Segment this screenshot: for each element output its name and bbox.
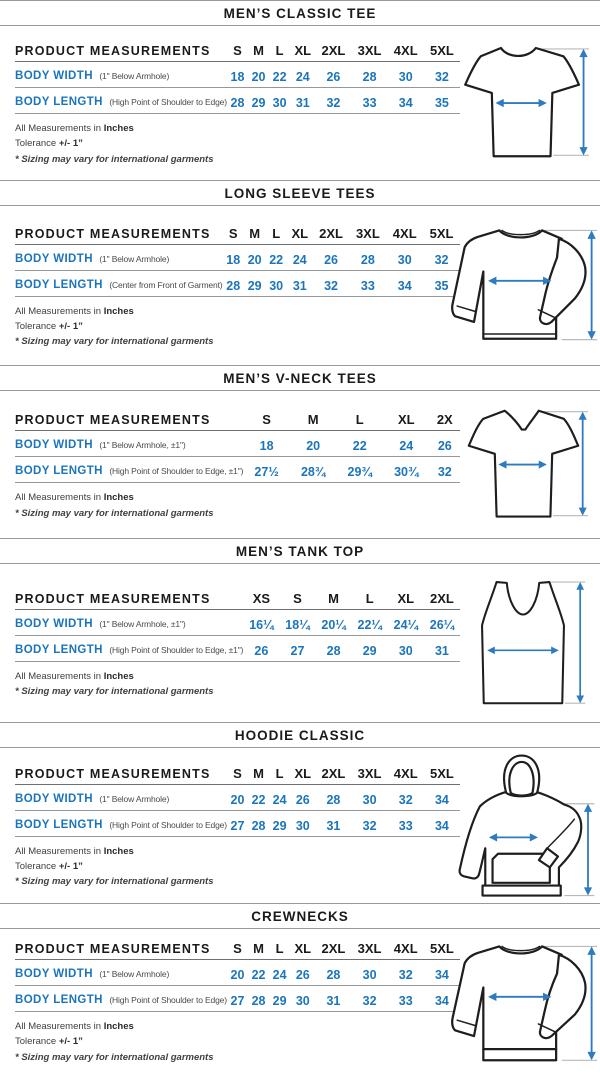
measurements-unit-note [15,304,463,319]
crewneck-graphic [446,931,600,1072]
garment-outline [482,582,564,703]
measurement-name: BODY WIDTH [15,792,93,805]
measurement-value: 28 [227,88,248,114]
table-footnotes [15,304,463,350]
longsleeve-graphic [446,215,600,356]
measurement-label [15,431,243,457]
size-column-header: L [269,937,290,960]
measurement-value: 28¾ [290,457,337,483]
section-content [0,564,600,722]
measurement-value: 29 [269,986,290,1012]
length-arrow [587,230,595,339]
measurements-unit-note [15,490,463,505]
measurement-row [15,88,460,114]
sizing-variance-note: * Sizing may vary for international garments [15,507,214,519]
measurement-note: (Center from Front of Garment) [109,279,223,290]
measurement-value: 27 [279,635,315,661]
measurements-unit-note [15,121,463,136]
measurement-name: BODY LENGTH [15,96,103,109]
measurement-value: 24 [383,431,430,457]
measurement-name: BODY WIDTH [15,70,93,83]
measurement-value: 31 [287,270,313,296]
sizing-variance-note: * Sizing may vary for international garments [15,1051,214,1063]
table-header-label: PRODUCT MEASUREMENTS [15,587,243,610]
tolerance-note [15,136,463,151]
measurement-value: 26 [313,244,350,270]
measurement-value: 18 [243,431,290,457]
measurement-value: 20 [227,784,248,810]
measurement-note: (1" Below Armhole) [99,71,170,82]
size-column-header: 3XL [352,762,388,785]
measurement-value: 34 [388,88,424,114]
measurement-value: 32 [315,88,351,114]
size-column-header: 3XL [349,222,386,245]
measurement-label [15,88,227,114]
measurement-label [15,635,243,661]
measurement-value: 24 [290,62,315,88]
measurement-note: (1" Below Armhole, ±1") [99,440,186,451]
measurement-value: 26 [290,784,315,810]
measurement-value: 33 [349,270,386,296]
collar-line [502,230,539,234]
section-content [0,748,600,903]
measurement-value: 26 [430,431,460,457]
measurement-value: 28 [248,810,269,836]
measurement-value: 28 [222,270,243,296]
note-text: Tolerance [15,1036,57,1048]
measurement-note: (1" Below Armhole) [99,253,170,264]
section-content [0,26,600,180]
section-title-bar [0,903,600,929]
measurement-row [15,635,460,661]
size-chart-section [0,365,600,538]
sizing-variance-note: * Sizing may vary for international garments [15,153,214,165]
size-column-header: 2XL [313,222,350,245]
size-column-header: S [243,408,290,431]
size-chart-section [0,180,600,365]
measurement-value: 32 [388,784,424,810]
size-column-header: M [290,408,337,431]
note-text: Tolerance [15,320,57,332]
measurements-table [15,222,460,297]
size-column-header: 5XL [424,937,460,960]
measurement-value: 32 [313,270,350,296]
table-header-row [15,408,460,431]
table-area [15,391,463,538]
measurement-label [15,62,227,88]
measurement-name: BODY WIDTH [15,439,93,452]
vneck-graphic [456,400,591,530]
table-header-label: PRODUCT MEASUREMENTS [15,222,222,245]
size-column-header: 4XL [386,222,423,245]
measurement-value: 29 [248,88,269,114]
table-header-row [15,937,460,960]
size-column-header: 5XL [423,222,460,245]
measurement-value: 35 [423,270,460,296]
table-footnotes [15,490,463,520]
length-arrow [578,411,586,515]
measurement-value: 28 [316,635,352,661]
size-column-header: 4XL [388,762,424,785]
note-bold-text: Inches [103,670,134,682]
measurement-note: (High Point of Shoulder to Edge) [109,819,227,830]
section-title-bar [0,0,600,26]
measurement-value: 30 [352,960,388,986]
measurement-value: 30 [290,986,315,1012]
measurement-value: 30 [388,635,424,661]
measurement-value: 27 [227,810,248,836]
measurement-note: (1" Below Armhole) [99,969,170,980]
measurement-label [15,609,243,635]
hoodie-illustration [446,751,600,900]
measurement-value: 24 [269,960,290,986]
measurement-value: 24 [269,784,290,810]
measurement-value: 22 [336,431,383,457]
length-arrow [576,582,584,703]
note-bold-text: Inches [103,845,134,857]
measurement-value: 26 [315,62,351,88]
section-title: MEN’S TANK TOP [235,544,365,559]
size-column-header: M [248,762,269,785]
measurement-note: (High Point of Shoulder to Edge) [109,995,227,1006]
measurement-label [15,784,227,810]
measurement-name: BODY WIDTH [15,968,93,981]
measurements-unit-note [15,1019,463,1034]
size-column-header: L [352,587,388,610]
size-column-header: XL [290,39,315,62]
note-bold-text: +/- 1” [58,860,83,872]
length-arrow [579,48,587,154]
measurement-value: 30 [265,270,286,296]
size-column-header: M [248,39,269,62]
measurement-value: 32 [423,244,460,270]
table-footnotes [15,669,463,699]
note-text: All Measurements in [15,845,102,857]
size-column-header: 3XL [352,39,388,62]
size-column-header: L [269,39,290,62]
measurement-value: 33 [388,810,424,836]
tshirt-graphic [454,37,592,170]
measurement-value: 34 [424,784,460,810]
tank-graphic [459,575,587,712]
measurement-value: 33 [388,986,424,1012]
measurement-value: 32 [352,986,388,1012]
size-chart-section [0,0,600,180]
tank-illustration [446,567,600,719]
measurement-label [15,270,222,296]
measurement-value: 18 [222,244,243,270]
measurement-row [15,244,460,270]
section-title: CREWNECKS [251,909,349,924]
measurements-unit-note [15,844,463,859]
measurement-value: 31 [315,986,351,1012]
measurement-value: 22¼ [352,609,388,635]
measurement-value: 20 [244,244,265,270]
measurement-value: 32 [430,457,460,483]
measurement-label [15,810,227,836]
measurement-value: 29 [244,270,265,296]
measurement-value: 28 [315,960,351,986]
measurement-note: (1" Below Armhole) [99,793,170,804]
size-column-header: 4XL [388,39,424,62]
measurement-value: 28 [349,244,386,270]
size-column-header: M [316,587,352,610]
measurement-value: 26 [290,960,315,986]
measurement-note: (High Point of Shoulder to Edge, ±1") [109,644,244,655]
section-title-bar [0,722,600,748]
note-bold-text: +/- 1” [58,1036,83,1048]
size-column-header: XL [290,937,315,960]
length-arrow [587,946,595,1060]
size-column-header: S [227,762,248,785]
note-bold-text: Inches [103,1021,134,1033]
sizing-variance-note: * Sizing may vary for international garments [15,876,214,888]
section-content [0,929,600,1073]
size-column-header: XL [290,762,315,785]
measurement-name: BODY WIDTH [15,252,93,265]
crewneck-illustration [446,932,600,1070]
section-title-bar [0,180,600,206]
size-column-header: 5XL [424,762,460,785]
measurement-value: 32 [424,62,460,88]
size-column-header: 4XL [388,937,424,960]
measurement-note: (1" Below Armhole, ±1") [99,618,186,629]
measurement-row [15,609,460,635]
table-header-row [15,587,460,610]
size-column-header: L [269,762,290,785]
table-header-row [15,762,460,785]
table-header-row [15,39,460,62]
size-column-header: S [279,587,315,610]
size-column-header: XL [383,408,430,431]
size-column-header: 2XL [424,587,460,610]
tolerance-note [15,1034,463,1049]
measurement-value: 20 [227,960,248,986]
measurement-name: BODY LENGTH [15,994,103,1007]
size-column-header: 2XL [315,39,351,62]
measurement-value: 27 [227,986,248,1012]
measurement-value: 20 [248,62,269,88]
measurement-name: BODY LENGTH [15,643,103,656]
size-column-header: 2XL [315,762,351,785]
measurement-value: 32 [352,810,388,836]
measurement-name: BODY LENGTH [15,278,103,291]
size-column-header: S [227,39,248,62]
table-header-label: PRODUCT MEASUREMENTS [15,762,227,785]
measurement-value: 32 [388,960,424,986]
note-bold-text: Inches [103,123,134,135]
measurement-value: 26 [243,635,279,661]
hem-band [483,885,561,895]
measurement-label [15,457,243,483]
measurement-note: (High Point of Shoulder to Edge, ±1") [109,466,244,477]
size-chart-section [0,903,600,1073]
measurement-value: 30¾ [383,457,430,483]
section-title: MEN’S V-NECK TEES [223,371,377,386]
size-column-header: S [222,222,243,245]
measurement-value: 20 [290,431,337,457]
note-bold-text: Inches [103,492,134,504]
tolerance-note [15,319,463,334]
measurement-label [15,960,227,986]
measurement-value: 30 [352,784,388,810]
measurement-value: 30 [290,810,315,836]
measurements-unit-note [15,669,463,684]
measurement-value: 31 [290,88,315,114]
vneck-illustration [446,394,600,535]
measurement-value: 30 [388,62,424,88]
table-header-row [15,222,460,245]
measurement-value: 35 [424,88,460,114]
measurement-value: 29 [269,810,290,836]
measurements-table [15,408,460,483]
size-column-header: L [265,222,286,245]
measurement-value: 27½ [243,457,290,483]
measurement-row [15,960,460,986]
measurements-table [15,39,460,114]
measurement-name: BODY WIDTH [15,617,93,630]
measurement-value: 29¾ [336,457,383,483]
table-footnotes [15,1019,463,1065]
note-text: Tolerance [15,138,57,150]
measurement-value: 22 [248,960,269,986]
measurement-value: 30 [386,244,423,270]
note-text: All Measurements in [15,123,102,135]
tolerance-note [15,859,463,874]
size-column-header: S [227,937,248,960]
table-area [15,564,463,722]
size-column-header: XL [388,587,424,610]
sizing-variance-note: * Sizing may vary for international garments [15,686,214,697]
measurement-row [15,810,460,836]
measurement-value: 31 [315,810,351,836]
measurement-name: BODY LENGTH [15,465,103,478]
size-column-header: XS [243,587,279,610]
section-title: LONG SLEEVE TEES [224,186,376,201]
size-chart-section [0,722,600,903]
note-text: All Measurements in [15,492,102,504]
measurement-value: 34 [424,986,460,1012]
collar-line [502,946,539,950]
hoodie-graphic [448,751,598,901]
size-column-header: L [336,408,383,431]
note-bold-text: +/- 1” [58,138,83,150]
measurement-value: 22 [269,62,290,88]
measurement-value: 16¼ [243,609,279,635]
section-title-bar [0,538,600,564]
measurement-note: (High Point of Shoulder to Edge) [109,97,227,108]
size-column-header: 5XL [424,39,460,62]
measurements-table [15,937,460,1012]
measurement-row [15,431,460,457]
measurement-value: 22 [248,784,269,810]
measurement-value: 20¼ [316,609,352,635]
note-text: Tolerance [15,860,57,872]
table-header-label: PRODUCT MEASUREMENTS [15,937,227,960]
sizing-variance-note: * Sizing may vary for international garments [15,336,214,348]
measurement-value: 29 [352,635,388,661]
table-footnotes [15,844,463,890]
measurement-value: 22 [265,244,286,270]
length-arrow [584,803,592,895]
measurement-value: 24 [287,244,313,270]
table-header-label: PRODUCT MEASUREMENTS [15,408,243,431]
note-text: All Measurements in [15,305,102,317]
measurement-value: 34 [424,960,460,986]
hood-opening [509,761,533,795]
measurement-value: 18¼ [279,609,315,635]
note-bold-text: Inches [103,305,134,317]
section-content [0,391,600,538]
table-area [15,748,463,903]
measurement-value: 18 [227,62,248,88]
section-title-bar [0,365,600,391]
size-column-header: XL [287,222,313,245]
table-footnotes [15,121,463,167]
measurements-table [15,762,460,837]
tshirt-illustration [446,29,600,177]
measurement-value: 24¼ [388,609,424,635]
table-area [15,26,463,180]
longsleeve-illustration [446,209,600,362]
measurement-row [15,784,460,810]
measurement-value: 31 [424,635,460,661]
note-text: All Measurements in [15,1021,102,1033]
hem-band [483,1049,556,1060]
measurement-row [15,457,460,483]
measurement-label [15,244,222,270]
size-column-header: 2XL [315,937,351,960]
measurement-value: 30 [269,88,290,114]
table-header-label: PRODUCT MEASUREMENTS [15,39,227,62]
measurement-value: 26¼ [424,609,460,635]
size-column-header: M [244,222,265,245]
measurement-value: 34 [424,810,460,836]
section-title: MEN’S CLASSIC TEE [223,6,377,21]
measurement-name: BODY LENGTH [15,818,103,831]
size-column-header: 3XL [352,937,388,960]
measurement-label [15,986,227,1012]
size-chart-section [0,538,600,722]
size-column-header: M [248,937,269,960]
measurement-row [15,986,460,1012]
measurement-value: 28 [352,62,388,88]
table-area [15,929,463,1073]
measurement-row [15,62,460,88]
section-content [0,206,600,365]
measurement-value: 28 [315,784,351,810]
measurement-value: 34 [386,270,423,296]
measurement-value: 33 [352,88,388,114]
table-area [15,206,463,365]
size-column-header: 2X [430,408,460,431]
section-title: HOODIE CLASSIC [234,728,366,743]
note-bold-text: +/- 1” [58,320,83,332]
measurements-table [15,587,460,662]
measurement-value: 28 [248,986,269,1012]
note-text: All Measurements in [15,670,102,682]
measurement-row [15,270,460,296]
